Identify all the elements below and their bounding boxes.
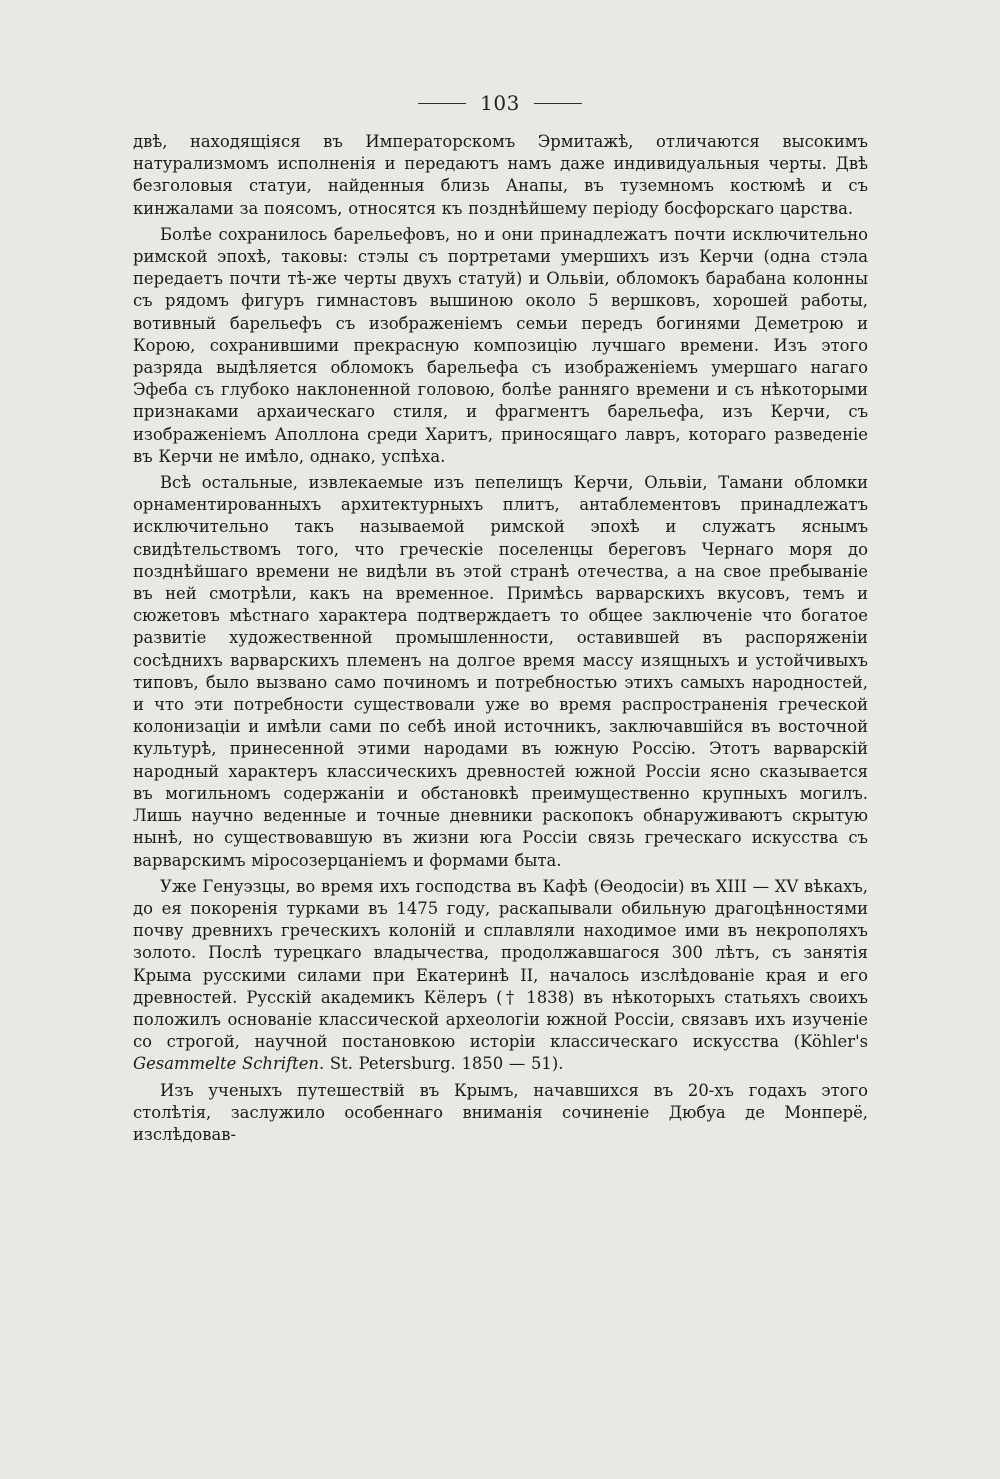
paragraph-4-text-end: St. Petersburg. 1850 — 51). [324,1054,564,1074]
paragraph-4-text: Уже Генуэзцы, во время ихъ господства въ Кафѣ (Ѳеодосіи) въ XIII — XV вѣкахъ, до ея покоренія турками въ 1475 году, раскапывали обильную драгоцѣнностями почву древнихъ греческихъ колоній и сплавляли находимое ими въ некрополяхъ золото. Послѣ турецкаго владычества, продолжавшагося 300 лѣтъ, съ занятія Крыма русскими силами при Екатеринѣ II, началось изслѣдованіе края и его древностей. Русскій академикъ Кёлеръ († 1838) въ нѣкоторыхъ статьяхъ своихъ положилъ основаніе классической археологіи южной Россіи, связавъ ихъ изученіе со строгой, научной постановкою исторіи классическаго искусства (Köhler's [133,876,868,1052]
header-rule-right [534,103,582,104]
book-title: Gesammelte Schriften. [133,1054,325,1074]
header-rule-left [418,103,466,104]
page-number: 103 [480,91,520,115]
page-header [0,88,1000,118]
paragraph-5: Изъ ученыхъ путешествій въ Крымъ, начавшихся въ 20-хъ годахъ этого столѣтія, заслужило особеннаго вниманія сочиненіе Дюбуа де Монперё, изслѣдовав- [133,1080,868,1144]
paragraph-4 [133,876,868,1076]
paragraph-1: двѣ, находящіяся въ Императорскомъ Эрмитажѣ, отличаются высокимъ натурализмомъ исполненія и передаютъ намъ даже индивидуальныя черты. Двѣ безголовыя статуи, найденныя близь Анапы, въ туземномъ костюмѣ и съ кинжалами за поясомъ, относятся къ позднѣйшему періоду босфорскаго царства. [133,132,868,218]
body-text [133,131,868,1150]
paragraph-2: Болѣе сохранилось барельефовъ, но и они принадлежатъ почти исключительно римской эпохѣ, таковы: стэлы съ портретами умершихъ изъ Керчи (одна стэла передаетъ почти тѣ-же черты двухъ статуй) и Ольвіи, обломокъ барабана колонны съ рядомъ фигуръ гимнастовъ вышиною около 5 вершковъ, хорошей работы, вотивный барельефъ съ изображеніемъ семьи передъ богинями Деметрою и Корою, сохранившими прекрасную композицію лучшаго времени. Изъ этого разряда выдѣляется обломокъ барельефа съ изображеніемъ умершаго нагаго Эфеба съ глубоко наклоненной головою, болѣе ранняго времени и съ нѣкоторыми признаками архаическаго стиля, и фрагментъ барельефа, изъ Керчи, съ изображеніемъ Аполлона среди Харитъ, приносящаго лавръ, котораго разведеніе въ Керчи не имѣло, однако, успѣха. [133,224,868,466]
paragraph-3: Всѣ остальные, извлекаемые изъ пепелищъ Керчи, Ольвіи, Тамани обломки орнаментированныхъ архитектурныхъ плитъ, антаблементовъ принадлежатъ исключительно такъ называемой римской эпохѣ и служатъ яснымъ свидѣтельствомъ того, что греческіе поселенцы береговъ Чернаго моря до позднѣйшаго времени не видѣли въ этой странѣ отечества, а на свое пребываніе въ ней смотрѣли, какъ на временное. Примѣсь варварскихъ вкусовъ, темъ и сюжетовъ мѣстнаго характера подтверждаетъ то общее заключеніе что богатое развитіе художественной промышленности, оставившей въ распоряженіи сосѣднихъ варварскихъ племенъ на долгое время массу изящныхъ и устойчивыхъ типовъ, было вызвано само починомъ и потребностью этихъ самыхъ народностей, и что эти потребности существовали уже во время распространенія греческой колонизаціи и имѣли сами по себѣ иной источникъ, заключавшійся въ восточной культурѣ, принесенной этими народами въ южную Россію. Этотъ варварскій народный характеръ классическихъ древностей южной Россіи ясно сказывается въ могильномъ содержаніи и обстановкѣ преимущественно крупныхъ могилъ. Лишь научно веденные и точные дневники раскопокъ обнаруживаютъ скрытую нынѣ, но существовавшую въ жизни юга Россіи связь греческаго искусства съ варварскимъ міросозерцаніемъ и формами быта. [133,473,868,870]
